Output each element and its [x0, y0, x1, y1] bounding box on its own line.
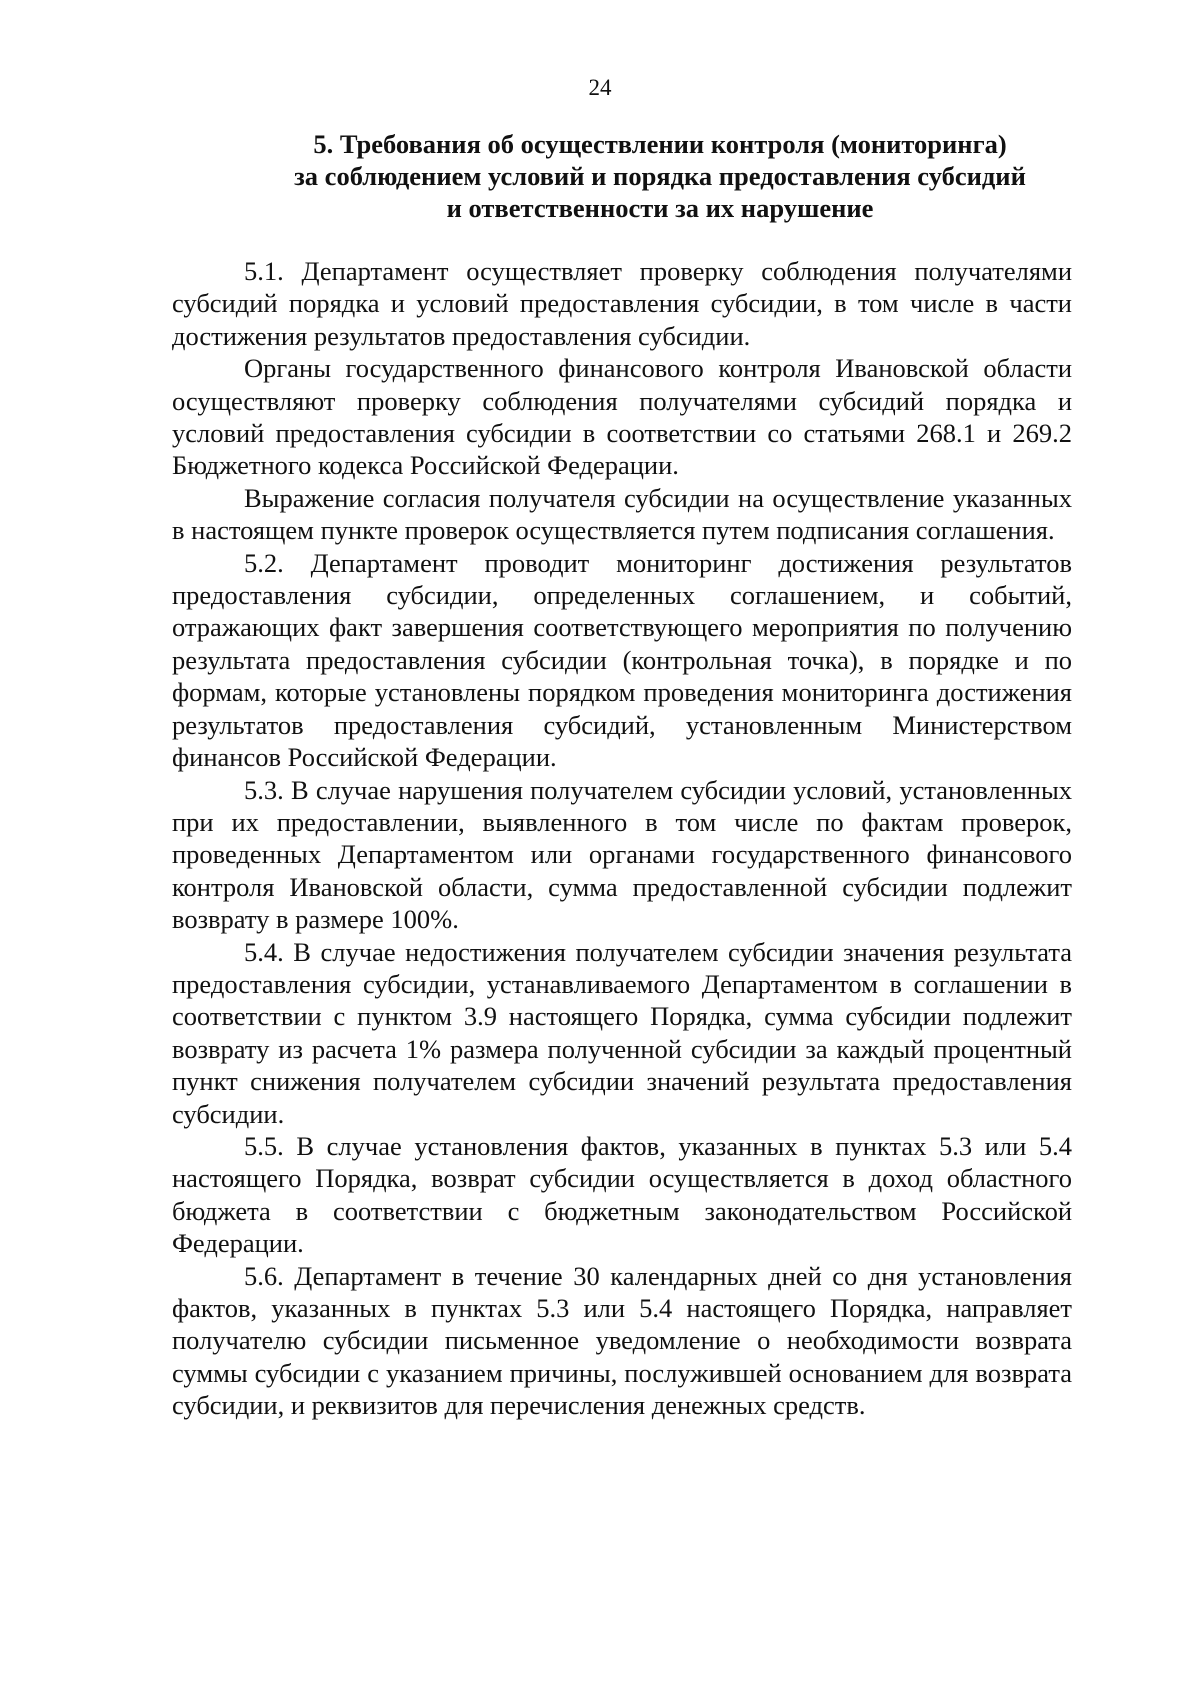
paragraph-control-bodies: Органы государственного финансового контроля Ивановской области осуществляют проверку соблюдения получателями субсидий порядка и условий предоставления субсидии в соответствии со статьями 268.1 и 269.2 Бюджетного кодекса Российской Федерации.	[172, 353, 1072, 481]
paragraph-5-5: 5.5. В случае установления фактов, указанных в пунктах 5.3 или 5.4 настоящего Порядка, возврат субсидии осуществляется в доход областного бюджета в соответствии с бюджетным законодательством Российской Федерации.	[172, 1130, 1072, 1259]
section-heading	[180, 128, 1140, 224]
paragraph-5-1: 5.1. Департамент осуществляет проверку соблюдения получателями субсидий порядка и условий предоставления субсидии, в том числе в части достижения результатов предоставления субсидии.	[172, 256, 1072, 351]
paragraph-5-4: 5.4. В случае недостижения получателем субсидии значения результата предоставления субсидии, устанавливаемого Департаментом в соглашении в соответствии с пунктом 3.9 настоящего Порядка, сумма субсидии подлежит возврату из расчета 1% размера полученной субсидии за каждый процентный пункт снижения получателем субсидии значений результата предоставления субсидии.	[172, 936, 1072, 1129]
heading-line: и ответственности за их нарушение	[446, 193, 874, 223]
heading-line: за соблюдением условий и порядка предоставления субсидий	[294, 161, 1026, 191]
paragraph-5-3: 5.3. В случае нарушения получателем субсидии условий, установленных при их предоставлении, выявленного в том числе по фактам проверок, проведенных Департаментом или органами государственного финансового контроля Ивановской области, сумма предоставленной субсидии подлежит возврату в размере 100%.	[172, 774, 1072, 935]
heading-line: 5. Требования об осуществлении контроля (мониторинга)	[313, 129, 1007, 159]
paragraph-consent: Выражение согласия получателя субсидии на осуществление указанных в настоящем пункте проверок осуществляется путем подписания соглашения.	[172, 482, 1072, 546]
paragraph-5-2: 5.2. Департамент проводит мониторинг достижения результатов предоставления субсидии, определенных соглашением, и событий, отражающих факт завершения соответствующего мероприятия по получению результата предоставления субсидии (контрольная точка), в порядке и по формам, которые установлены порядком проведения мониторинга достижения результатов предоставления субсидий, установленным Министерством финансов Российской Федерации.	[172, 547, 1072, 773]
paragraph-5-6: 5.6. Департамент в течение 30 календарных дней со дня установления фактов, указанных в пунктах 5.3 или 5.4 настоящего Порядка, направляет получателю субсидии письменное уведомление о необходимости возврата суммы субсидии с указанием причины, послужившей основанием для возврата субсидии, и реквизитов для перечисления денежных средств.	[172, 1260, 1072, 1421]
page-number: 24	[588, 75, 612, 100]
section-body	[172, 255, 1072, 1422]
